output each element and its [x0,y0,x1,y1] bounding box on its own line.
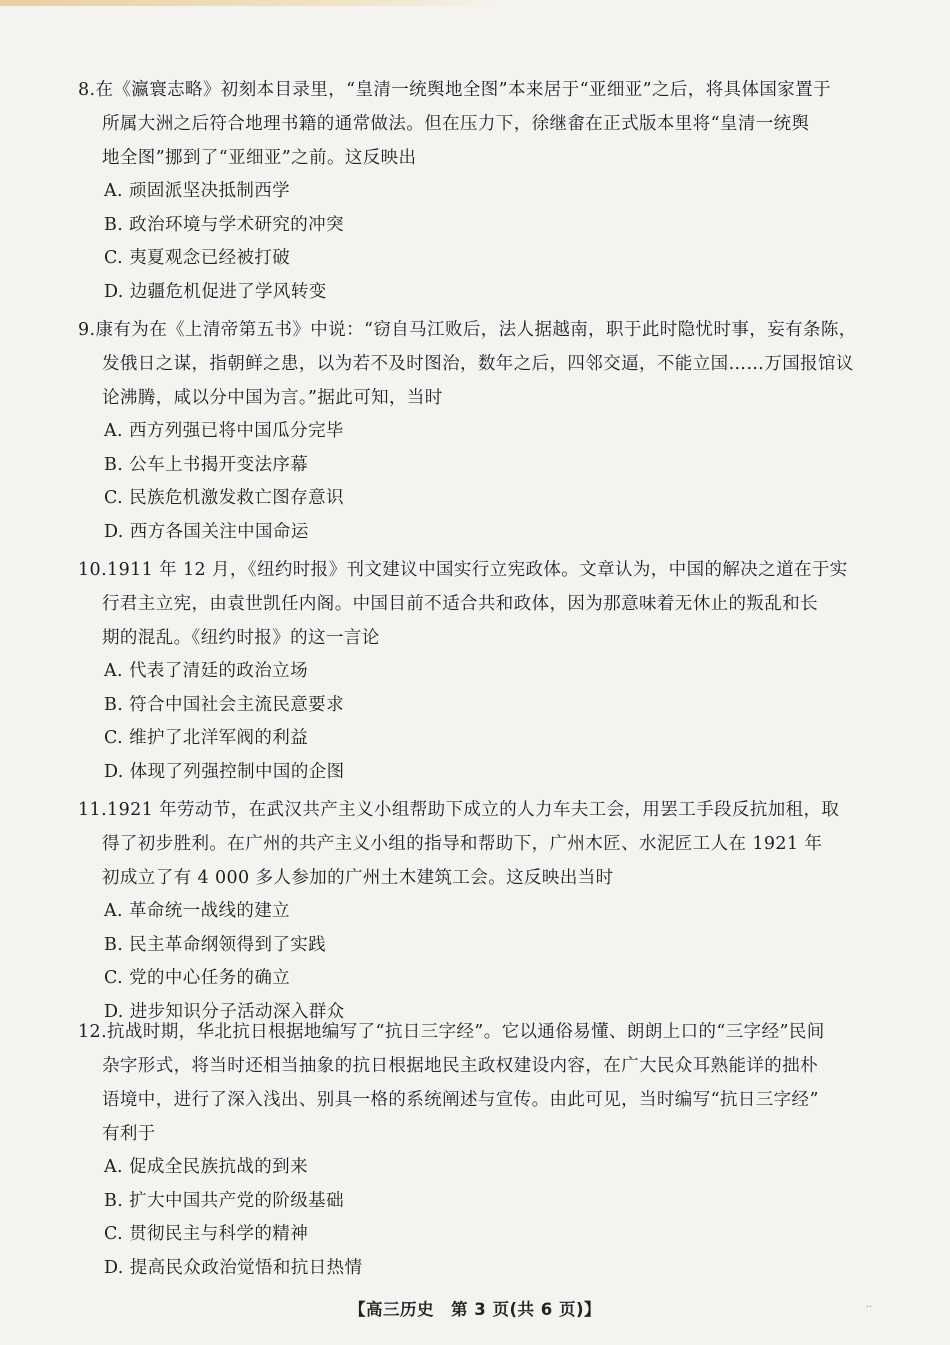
question-stem-line: 抗战时期，华北抗日根据地编写了“抗日三字经”。它以通俗易懂、朗朗上口的“三字经”民间 [107,1022,825,1042]
question-stem-line: 康有为在《上清帝第五书》中说：“窃自马江败后，法人据越南，职于此时隐忧时事，妄有条陈， [95,320,857,340]
question-9 [78,313,898,549]
question-10 [78,553,898,789]
question-11 [78,793,898,1029]
answer-option-a: A. 顽固派坚决抵制西学 [104,181,291,201]
answer-option-c: C. 民族危机激发救亡图存意识 [104,488,344,508]
question-number: 11. [78,800,108,820]
answer-option-c: C. 夷夏观念已经被打破 [104,248,291,268]
answer-option-a: A. 西方列强已将中国瓜分完毕 [104,421,344,441]
question-stem [78,793,898,895]
question-stem [78,73,898,175]
question-12 [78,1015,898,1285]
answer-option-b: B. 符合中国社会主流民意要求 [104,694,344,715]
answer-option-a: A. 代表了清廷的政治立场 [104,661,308,681]
page-footer: 【高三历史 第 3 页(共 6 页)】 [348,1300,602,1319]
question-stem-line: 论沸腾，咸以分中国为言。”据此可知，当时 [102,388,443,408]
footer-mark: ·· [866,1302,873,1313]
answer-option-c: C. 党的中心任务的确立 [104,968,291,988]
question-stem-line: 发俄日之谋，指朝鲜之患，以为若不及时图治，数年之后，四邻交逼，不能立国……万国报馆议 [102,354,854,374]
question-number: 12. [78,1022,108,1042]
question-stem [78,553,898,655]
question-stem [78,313,898,415]
scan-top-edge [0,0,500,6]
question-stem-line: 在《瀛寰志略》初刻本目录里，“皇清一统舆地全图”本来居于“亚细亚”之后，将具体国家置于 [95,80,831,100]
question-stem-line: 期的混乱。《纽约时报》的这一言论 [102,628,380,648]
answer-option-d: D. 体现了列强控制中国的企图 [104,761,345,782]
answer-option-b: B. 扩大中国共产党的阶级基础 [104,1190,344,1211]
question-stem-line: 语境中，进行了深入浅出、别具一格的系统阐述与宣传。由此可见，当时编写“抗日三字经” [102,1090,819,1110]
answer-option-d: D. 提高民众政治觉悟和抗日热情 [104,1257,363,1278]
question-number: 10. [78,560,108,580]
answer-options [78,175,898,309]
answer-option-b: B. 民主革命纲领得到了实践 [104,934,327,955]
answer-option-c: C. 维护了北洋军阀的利益 [104,728,309,748]
answer-options [78,1151,898,1285]
question-stem [78,1015,898,1151]
answer-option-d: D. 西方各国关注中国命运 [104,521,309,542]
question-number: 9. [78,320,96,340]
question-stem-line: 杂字形式，将当时还相当抽象的抗日根据地民主政权建设内容，在广大民众耳熟能详的拙朴 [102,1056,818,1076]
question-stem-line: 1911 年 12 月，《纽约时报》刊文建议中国实行立宪政体。文章认为，中国的解决之道在于实 [107,560,848,580]
answer-option-a: A. 促成全民族抗战的到来 [104,1157,308,1177]
question-stem-line: 得了初步胜利。在广州的共产主义小组的指导和帮助下，广州木匠、水泥匠工人在 1921 年 [102,834,823,854]
question-stem-line: 地全图”挪到了“亚细亚”之前。这反映出 [102,148,417,168]
question-stem-line: 所属大洲之后符合地理书籍的通常做法。但在压力下，徐继畬在正式版本里将“皇清一统舆 [102,114,810,134]
answer-options [78,655,898,789]
question-stem-line: 有利于 [102,1124,156,1144]
answer-option-a: A. 革命统一战线的建立 [104,901,291,921]
answer-option-c: C. 贯彻民主与科学的精神 [104,1224,309,1244]
question-number: 8. [78,80,96,100]
question-stem-line: 1921 年劳动节，在武汉共产主义小组帮助下成立的人力车夫工会，用罢工手段反抗加租，取 [107,800,840,820]
answer-options [78,895,898,1029]
question-stem-line: 行君主立宪，由袁世凯任内阁。中国目前不适合共和政体，因为那意味着无休止的叛乱和长 [102,594,818,614]
question-8 [78,73,898,309]
answer-option-d: D. 边疆危机促进了学风转变 [104,281,327,302]
question-stem-line: 初成立了有 4 000 多人参加的广州土木建筑工会。这反映出当时 [102,868,614,888]
answer-option-b: B. 公车上书揭开变法序幕 [104,454,309,475]
answer-options [78,415,898,549]
answer-option-b: B. 政治环境与学术研究的冲突 [104,214,344,235]
answer-option-d: D. 进步知识分子活动深入群众 [104,1001,345,1022]
